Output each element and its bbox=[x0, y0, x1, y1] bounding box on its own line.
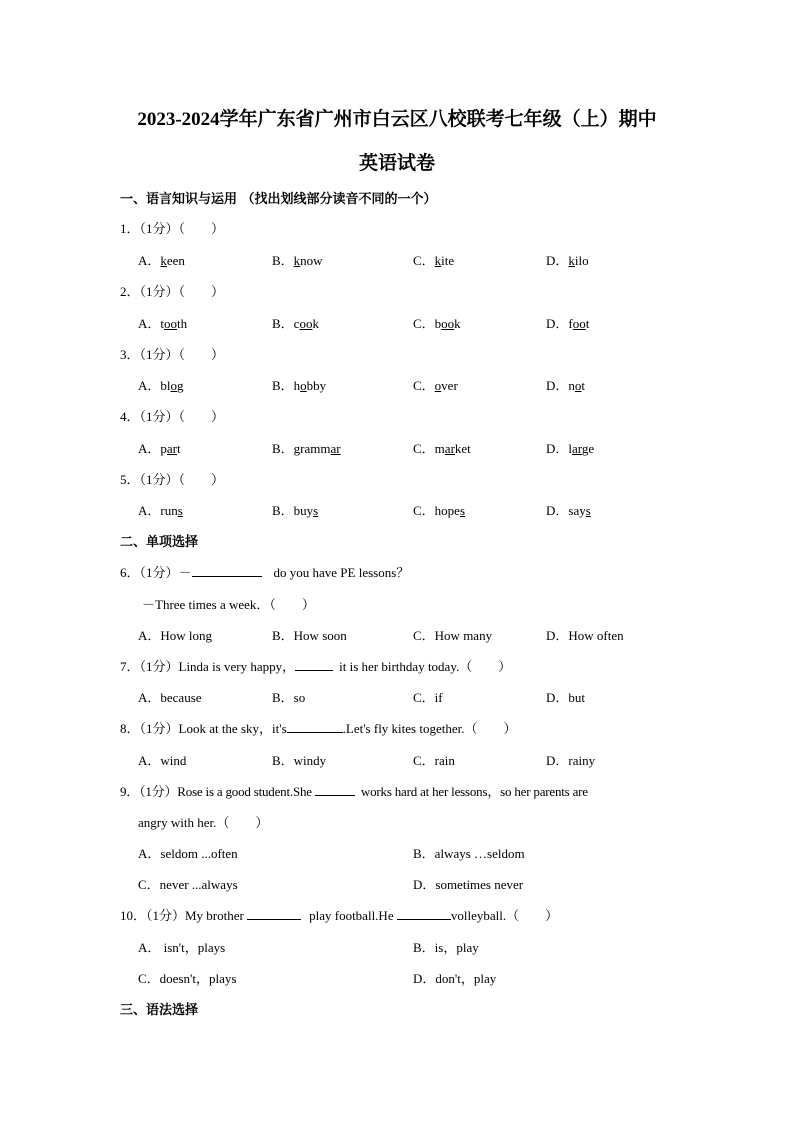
section-heading-3: 三、语法选择 bbox=[120, 1003, 199, 1018]
q5-option-a: A．runs bbox=[138, 503, 183, 518]
q5-option-c: C．hopes bbox=[413, 503, 466, 518]
page-title-line1: 2023-2024学年广东省广州市白云区八校联考七年级（上）期中 bbox=[137, 109, 657, 130]
question-7-stem: 7．（1分）Linda is very happy， it is her birthday today.（ ） bbox=[120, 659, 512, 674]
q1-option-b: B．know bbox=[272, 253, 323, 268]
section-heading-1: 一、语言知识与运用 （找出划线部分读音不同的一个） bbox=[120, 192, 437, 207]
section-heading-2: 二、单项选择 bbox=[120, 535, 199, 550]
question-2-stem: 2．（1分）（ ） bbox=[120, 284, 225, 299]
q6-option-d: D．How often bbox=[546, 628, 624, 643]
q4-option-b: B．grammar bbox=[272, 441, 341, 456]
q10-option-d: D．don't，play bbox=[413, 971, 497, 986]
q2-option-a: A．tooth bbox=[138, 316, 188, 331]
q2-option-c: C．book bbox=[413, 316, 461, 331]
q9-option-a: A．seldom ...often bbox=[138, 846, 238, 861]
question-3-stem: 3．（1分）（ ） bbox=[120, 347, 225, 362]
q8-option-b: B．windy bbox=[272, 753, 327, 768]
q6-option-c: C．How many bbox=[413, 628, 493, 643]
q8-option-d: D．rainy bbox=[546, 753, 596, 768]
answer-blank[interactable] bbox=[315, 783, 355, 796]
q8-option-c: C．rain bbox=[413, 753, 455, 768]
q10-option-b: B．is，play bbox=[413, 940, 479, 955]
q4-option-d: D．large bbox=[546, 441, 595, 456]
q1-option-c: C．kite bbox=[413, 253, 455, 268]
q2-option-b: B．cook bbox=[272, 316, 319, 331]
question-6-line2: －Three times a week．（ ） bbox=[142, 597, 315, 612]
q1-option-d: D．kilo bbox=[546, 253, 589, 268]
q4-option-a: A．part bbox=[138, 441, 181, 456]
q2-option-d: D．foot bbox=[546, 316, 590, 331]
question-9-stem: 9．（1分）Rose is a good student.She works hard at her lessons，so her parents are bbox=[120, 784, 588, 799]
answer-blank[interactable] bbox=[397, 907, 451, 920]
q9-option-b: B．always …seldom bbox=[413, 846, 525, 861]
q6-option-b: B．How soon bbox=[272, 628, 347, 643]
q5-option-b: B．buys bbox=[272, 503, 319, 518]
answer-blank[interactable] bbox=[295, 658, 333, 671]
q3-option-a: A．blog bbox=[138, 378, 184, 393]
question-1-stem: 1．（1分）（ ） bbox=[120, 221, 225, 236]
q10-option-c: C．doesn't，plays bbox=[138, 971, 237, 986]
question-6-stem: 6．（1分）－ do you have PE lessons？ bbox=[120, 565, 410, 580]
question-4-stem: 4．（1分）（ ） bbox=[120, 409, 225, 424]
q9-option-c: C．never ...always bbox=[138, 877, 238, 892]
q9-option-d: D．sometimes never bbox=[413, 877, 524, 892]
q7-option-b: B．so bbox=[272, 690, 306, 705]
question-9-line2: angry with her.（ ） bbox=[138, 815, 269, 830]
q3-option-c: C．over bbox=[413, 378, 458, 393]
q1-option-a: A．keen bbox=[138, 253, 185, 268]
q3-option-b: B．hobby bbox=[272, 378, 327, 393]
q8-option-a: A．wind bbox=[138, 753, 187, 768]
q4-option-c: C．market bbox=[413, 441, 471, 456]
answer-blank[interactable] bbox=[287, 720, 343, 733]
question-5-stem: 5．（1分）（ ） bbox=[120, 472, 225, 487]
q6-option-a: A．How long bbox=[138, 628, 213, 643]
answer-blank[interactable] bbox=[192, 564, 262, 577]
question-8-stem: 8．（1分）Look at the sky，it's .Let's fly kites together.（ ） bbox=[120, 721, 517, 736]
page-title-line2: 英语试卷 bbox=[358, 153, 435, 174]
answer-blank[interactable] bbox=[247, 907, 301, 920]
q3-option-d: D．not bbox=[546, 378, 586, 393]
question-10-stem: 10．（1分）My brother play football.He volleyball.（ ） bbox=[120, 908, 559, 923]
q10-option-a: A． isn't，plays bbox=[138, 940, 226, 955]
q7-option-d: D．but bbox=[546, 690, 586, 705]
q7-option-c: C．if bbox=[413, 690, 443, 705]
q5-option-d: D．says bbox=[546, 503, 591, 518]
q7-option-a: A．because bbox=[138, 690, 202, 705]
